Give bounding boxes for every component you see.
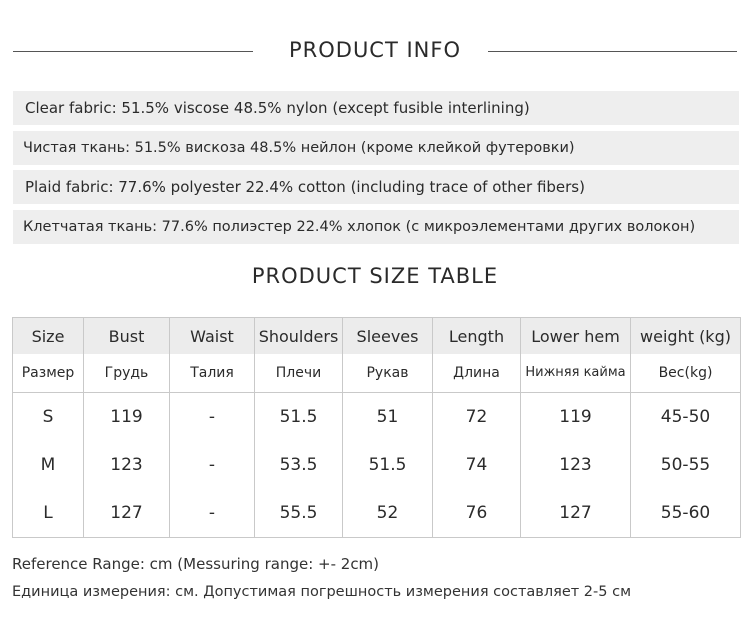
header-bust-ru: Грудь bbox=[84, 354, 170, 393]
reference-range-ru: Единица измерения: см. Допустимая погрешность измерения составляет 2-5 см bbox=[12, 584, 632, 600]
table-cell: M bbox=[13, 441, 84, 489]
table-cell: 127 bbox=[84, 489, 170, 538]
table-cell: 123 bbox=[84, 441, 170, 489]
reference-range-en: Reference Range: cm (Messuring range: +- 2cm) bbox=[12, 555, 380, 573]
fabric-info-plaid-ru: Клетчатая ткань: 77.6% полиэстер 22.4% хлопок (с микроэлементами других волокон) bbox=[13, 210, 739, 244]
table-cell: 119 bbox=[84, 393, 170, 442]
header-weight-ru: Вес(kg) bbox=[631, 354, 741, 393]
header-length: Length bbox=[433, 318, 521, 355]
table-cell: - bbox=[170, 441, 255, 489]
header-weight: weight (kg) bbox=[631, 318, 741, 355]
table-cell: 53.5 bbox=[255, 441, 343, 489]
header-waist-ru: Талия bbox=[170, 354, 255, 393]
table-cell: 55-60 bbox=[631, 489, 741, 538]
header-size: Size bbox=[13, 318, 84, 355]
header-bust: Bust bbox=[84, 318, 170, 355]
table-cell: 50-55 bbox=[631, 441, 741, 489]
size-table-title: PRODUCT SIZE TABLE bbox=[251, 264, 499, 288]
table-cell: 55.5 bbox=[255, 489, 343, 538]
table-cell: 123 bbox=[521, 441, 631, 489]
table-row bbox=[13, 441, 741, 489]
fabric-info-clear-en: Clear fabric: 51.5% viscose 48.5% nylon (except fusible interlining) bbox=[13, 91, 739, 125]
header-row-en bbox=[13, 318, 741, 355]
header-row-ru bbox=[13, 354, 741, 393]
header-waist: Waist bbox=[170, 318, 255, 355]
table-cell: S bbox=[13, 393, 84, 442]
product-info-title: PRODUCT INFO bbox=[288, 38, 461, 62]
header-shoulders-ru: Плечи bbox=[255, 354, 343, 393]
table-cell: - bbox=[170, 393, 255, 442]
fabric-info-clear-ru: Чистая ткань: 51.5% вискоза 48.5% нейлон (кроме клейкой футеровки) bbox=[13, 131, 739, 165]
header-lower-hem: Lower hem bbox=[521, 318, 631, 355]
table-cell: 51 bbox=[343, 393, 433, 442]
table-cell: - bbox=[170, 489, 255, 538]
table-cell: 51.5 bbox=[343, 441, 433, 489]
table-cell: 74 bbox=[433, 441, 521, 489]
fabric-info-plaid-en: Plaid fabric: 77.6% polyester 22.4% cotton (including trace of other fibers) bbox=[13, 170, 739, 204]
header-length-ru: Длина bbox=[433, 354, 521, 393]
header-size-ru: Размер bbox=[13, 354, 84, 393]
table-cell: 76 bbox=[433, 489, 521, 538]
divider-right bbox=[488, 51, 737, 52]
size-table bbox=[12, 317, 741, 538]
header-sleeves-ru: Рукав bbox=[343, 354, 433, 393]
table-cell: L bbox=[13, 489, 84, 538]
table-cell: 51.5 bbox=[255, 393, 343, 442]
header-sleeves: Sleeves bbox=[343, 318, 433, 355]
table-cell: 119 bbox=[521, 393, 631, 442]
table-row bbox=[13, 489, 741, 538]
table-row bbox=[13, 393, 741, 442]
table-cell: 72 bbox=[433, 393, 521, 442]
table-cell: 52 bbox=[343, 489, 433, 538]
table-cell: 45-50 bbox=[631, 393, 741, 442]
table-cell: 127 bbox=[521, 489, 631, 538]
header-shoulders: Shoulders bbox=[255, 318, 343, 355]
header-lower-hem-ru: Нижняя кайма bbox=[521, 354, 631, 393]
